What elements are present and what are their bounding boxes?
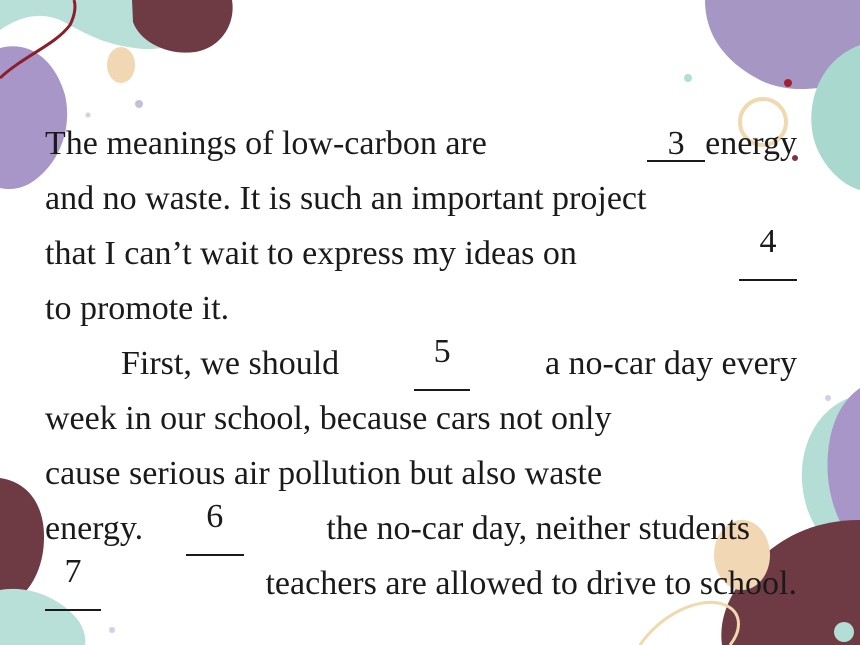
small-dot: [109, 627, 115, 633]
line-7-text: cause serious air pollution but also waste: [45, 455, 603, 492]
small-dot: [135, 100, 143, 108]
line-1-text: The meanings of low-carbon are: [45, 125, 487, 162]
passage-line-3: [45, 223, 797, 281]
passage-line-5: [45, 333, 797, 391]
line-8-text: energy.: [45, 510, 144, 547]
red-dot: [784, 79, 792, 87]
blank-7: 7: [45, 556, 101, 611]
peach-dot: [107, 47, 135, 83]
line-5-text: First, we should: [121, 345, 340, 382]
blank-3: 3: [647, 128, 705, 162]
passage-line-7: [45, 446, 797, 501]
line-8-text-end: the no-car day, neither students: [326, 510, 750, 547]
passage-line-6: [45, 391, 797, 446]
passage: [45, 116, 797, 611]
teal-dot: [684, 74, 692, 82]
teal-dot: [834, 622, 854, 642]
line-1-text-end: energy: [705, 125, 797, 162]
blank-6: 6: [186, 501, 244, 556]
line-6-text: week in our school, because cars not only: [45, 400, 612, 437]
line-5-text-end: a no-car day every: [544, 345, 797, 382]
passage-line-4: [45, 281, 797, 336]
line-9-text: teachers are allowed to drive to school.: [265, 565, 797, 602]
line-2-text: and no waste. It is such an important project: [45, 180, 647, 217]
blank-5: 5: [414, 336, 470, 391]
small-dot: [825, 395, 831, 401]
passage-line-1: [45, 116, 797, 171]
line-3-text: that I can’t wait to express my ideas on: [45, 235, 577, 272]
blank-4: 4: [739, 226, 797, 281]
passage-line-2: [45, 171, 797, 226]
passage-line-8: [45, 498, 750, 556]
passage-line-9: [45, 553, 797, 611]
line-4-text: to promote it.: [45, 290, 230, 327]
